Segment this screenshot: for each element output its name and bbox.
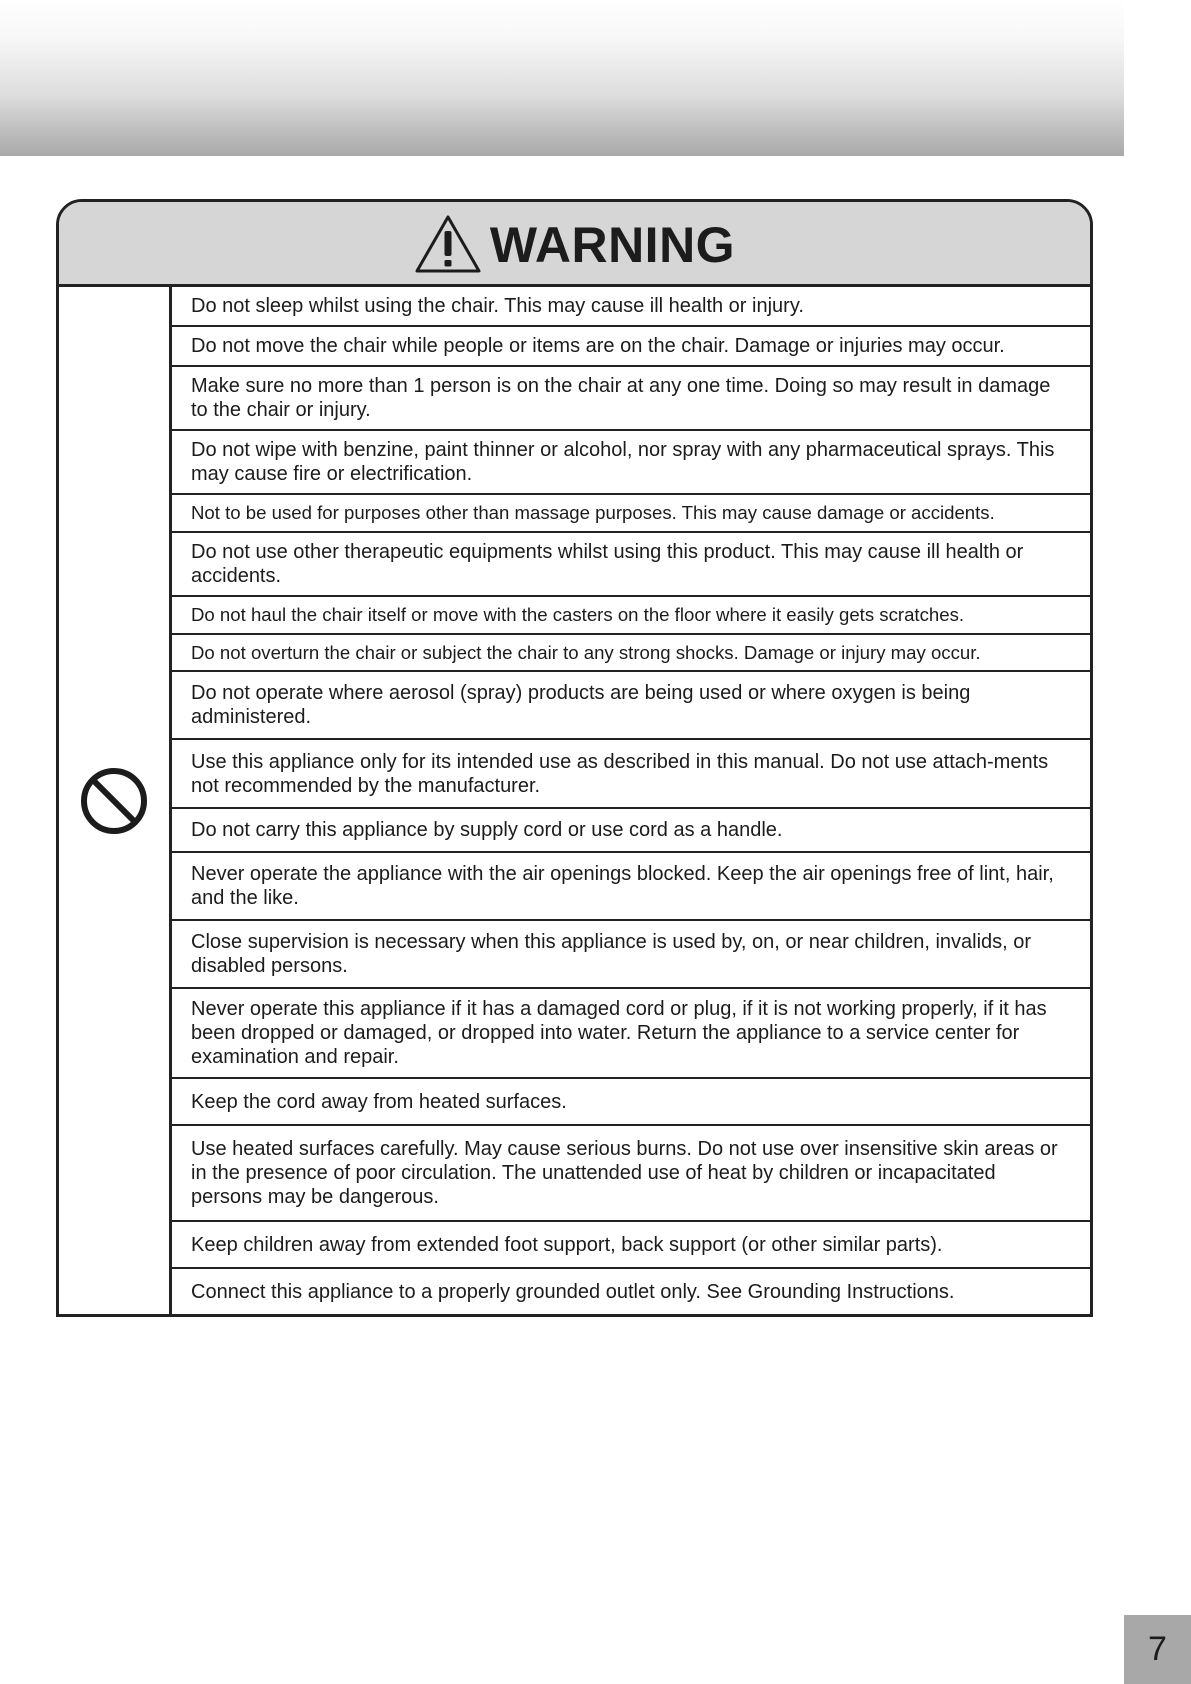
page-number: 7: [1148, 1630, 1167, 1668]
warning-item: Use this appliance only for its intended use as described in this manual. Do not use attach-ments not recommended by the manufacturer.: [172, 740, 1090, 809]
warning-list: [172, 287, 1090, 1314]
warning-box: [56, 199, 1093, 1317]
warning-item: Connect this appliance to a properly grounded outlet only. See Grounding Instructions.: [191, 1280, 955, 1303]
warning-item: Do not overturn the chair or subject the chair to any strong shocks. Damage or injury may occur.: [172, 635, 1090, 672]
warning-item: Do not carry this appliance by supply cord or use cord as a handle.: [172, 809, 1090, 853]
warning-title: WARNING: [489, 217, 736, 273]
warning-item: Keep children away from extended foot support, back support (or other similar parts).: [172, 1222, 1090, 1269]
warning-item: Do not sleep whilst using the chair. This may cause ill health or injury.: [172, 287, 1090, 327]
warning-body: [59, 287, 1090, 1314]
warning-item: Never operate the appliance with the air openings blocked. Keep the air openings free of lint, hair, and the like.: [172, 853, 1090, 921]
prohibition-column: [59, 287, 172, 1314]
header-gradient-band: [0, 0, 1124, 156]
warning-item: Make sure no more than 1 person is on the chair at any one time. Doing so may result in damage to the chair or injury.: [172, 367, 1090, 431]
warning-item: Not to be used for purposes other than massage purposes. This may cause damage or accidents.: [172, 495, 1090, 533]
warning-item: Use heated surfaces carefully. May cause serious burns. Do not use over insensitive skin areas or in the presence of poor circulation. The unattended use of heat by children or incapacitated persons may be dangerous.: [172, 1126, 1090, 1222]
warning-header: [59, 202, 1090, 287]
warning-item: Do not wipe with benzine, paint thinner or alcohol, nor spray with any pharmaceutical sprays. This may cause fire or electrification.: [172, 431, 1090, 495]
warning-item: Do not haul the chair itself or move with the casters on the floor where it easily gets scratches.: [172, 597, 1090, 635]
warning-item: Do not operate where aerosol (spray) products are being used or where oxygen is being administered.: [172, 672, 1090, 740]
warning-item: Do not use other therapeutic equipments whilst using this product. This may cause ill health or accidents.: [172, 533, 1090, 597]
page-number-tab: [1124, 1615, 1191, 1684]
warning-item: Keep the cord away from heated surfaces.: [172, 1079, 1090, 1126]
warning-item: Close supervision is necessary when this appliance is used by, on, or near children, invalids, or disabled persons.: [172, 921, 1090, 989]
warning-triangle-icon: [414, 214, 482, 274]
prohibition-icon: [79, 766, 149, 836]
warning-item: Never operate this appliance if it has a damaged cord or plug, if it is not working properly, if it has been dropped or damaged, or dropped into water. Return the appliance to a service center for examination and repair.: [172, 989, 1090, 1079]
warning-item: Do not move the chair while people or items are on the chair. Damage or injuries may occur.: [172, 327, 1090, 367]
